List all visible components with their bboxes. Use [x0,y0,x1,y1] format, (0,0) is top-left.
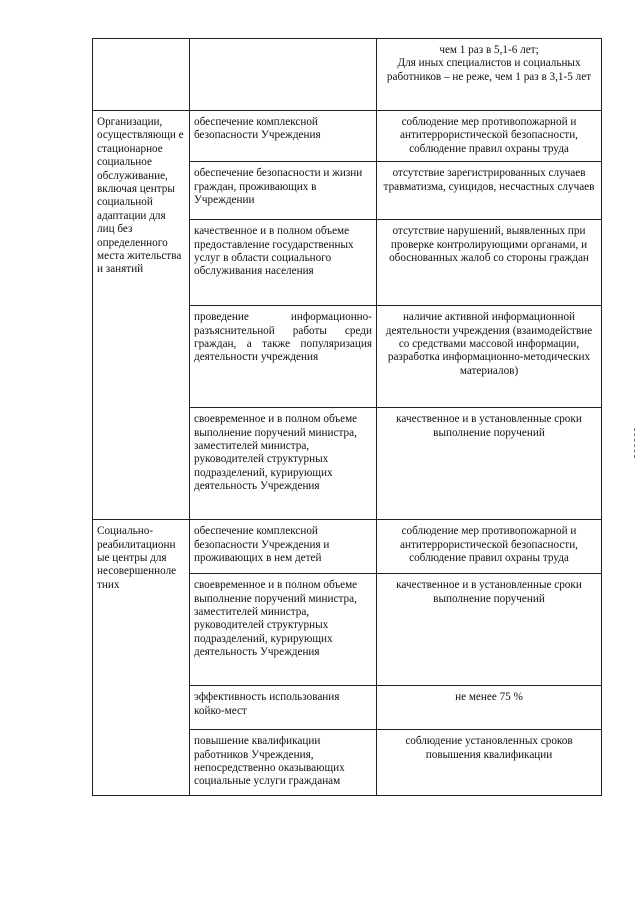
indicator-cell: соблюдение мер противопожарной и антитеррористической безопасности, соблюдение правил охраны труда [377,520,602,574]
indicator-cell: качественное и в установленные сроки выполнение поручений [377,574,602,686]
table-row [93,520,602,574]
org-cell [93,39,190,111]
indicator-cell: не менее 75 % [377,686,602,730]
indicator-cell: соблюдение мер противопожарной и антитеррористической безопасности, соблюдение правил охраны труда [377,111,602,162]
table-row [93,111,602,162]
indicator-cell: отсутствие зарегистрированных случаев травматизма, суицидов, несчастных случаев [377,162,602,220]
criteria-table [92,38,602,796]
criterion-cell: своевременное и в полном объеме выполнение поручений министра, заместителей министра, руководителей структурных подразделений, курирующих деятельность Учреждения [190,574,377,686]
criterion-cell: проведение информационно-разъяснительной работы среди граждан, а также популяризация деятельности учреждения [190,306,377,408]
org-cell-rehab: Социально-реабилитационн ые центры для несовершенноле тних [93,520,190,796]
criterion-cell [190,39,377,111]
criterion-cell: эффективность использования койко-мест [190,686,377,730]
indicator-cell: качественное и в установленные сроки выполнение поручений [377,408,602,520]
indicator-cell: соблюдение установленных сроков повышения квалификации [377,730,602,796]
criterion-cell: обеспечение комплексной безопасности Учреждения [190,111,377,162]
indicator-cell: наличие активной информационной деятельности учреждения (взаимодействие со средствами массовой информации, разработка информационно-методических материалов) [377,306,602,408]
criterion-cell: повышение квалификации работников Учреждения, непосредственно оказывающих социальные услуги гражданам [190,730,377,796]
criterion-cell: обеспечение комплексной безопасности Учреждения и проживающих в нем детей [190,520,377,574]
criterion-cell: своевременное и в полном объеме выполнение поручений министра, заместителей министра, руководителей структурных подразделений, курирующих деятельность Учреждения [190,408,377,520]
scan-edge-mark [634,428,637,458]
criterion-cell: качественное и в полном объеме предоставление государственных услуг в области социального обслуживания населения [190,220,377,306]
indicator-cell: чем 1 раз в 5,1-6 лет; Для иных специалистов и социальных работников – не реже, чем 1 раз в 3,1-5 лет [377,39,602,111]
indicator-cell: отсутствие нарушений, выявленных при проверке контролирующими органами, и обоснованных жалоб со стороны граждан [377,220,602,306]
table-row [93,39,602,111]
criterion-cell: обеспечение безопасности и жизни граждан, проживающих в Учреждении [190,162,377,220]
org-cell-stationary: Организации, осуществляющи е стационарное социальное обслуживание, включая центры социальной адаптации для лиц без определенного места жительства и занятий [93,111,190,520]
